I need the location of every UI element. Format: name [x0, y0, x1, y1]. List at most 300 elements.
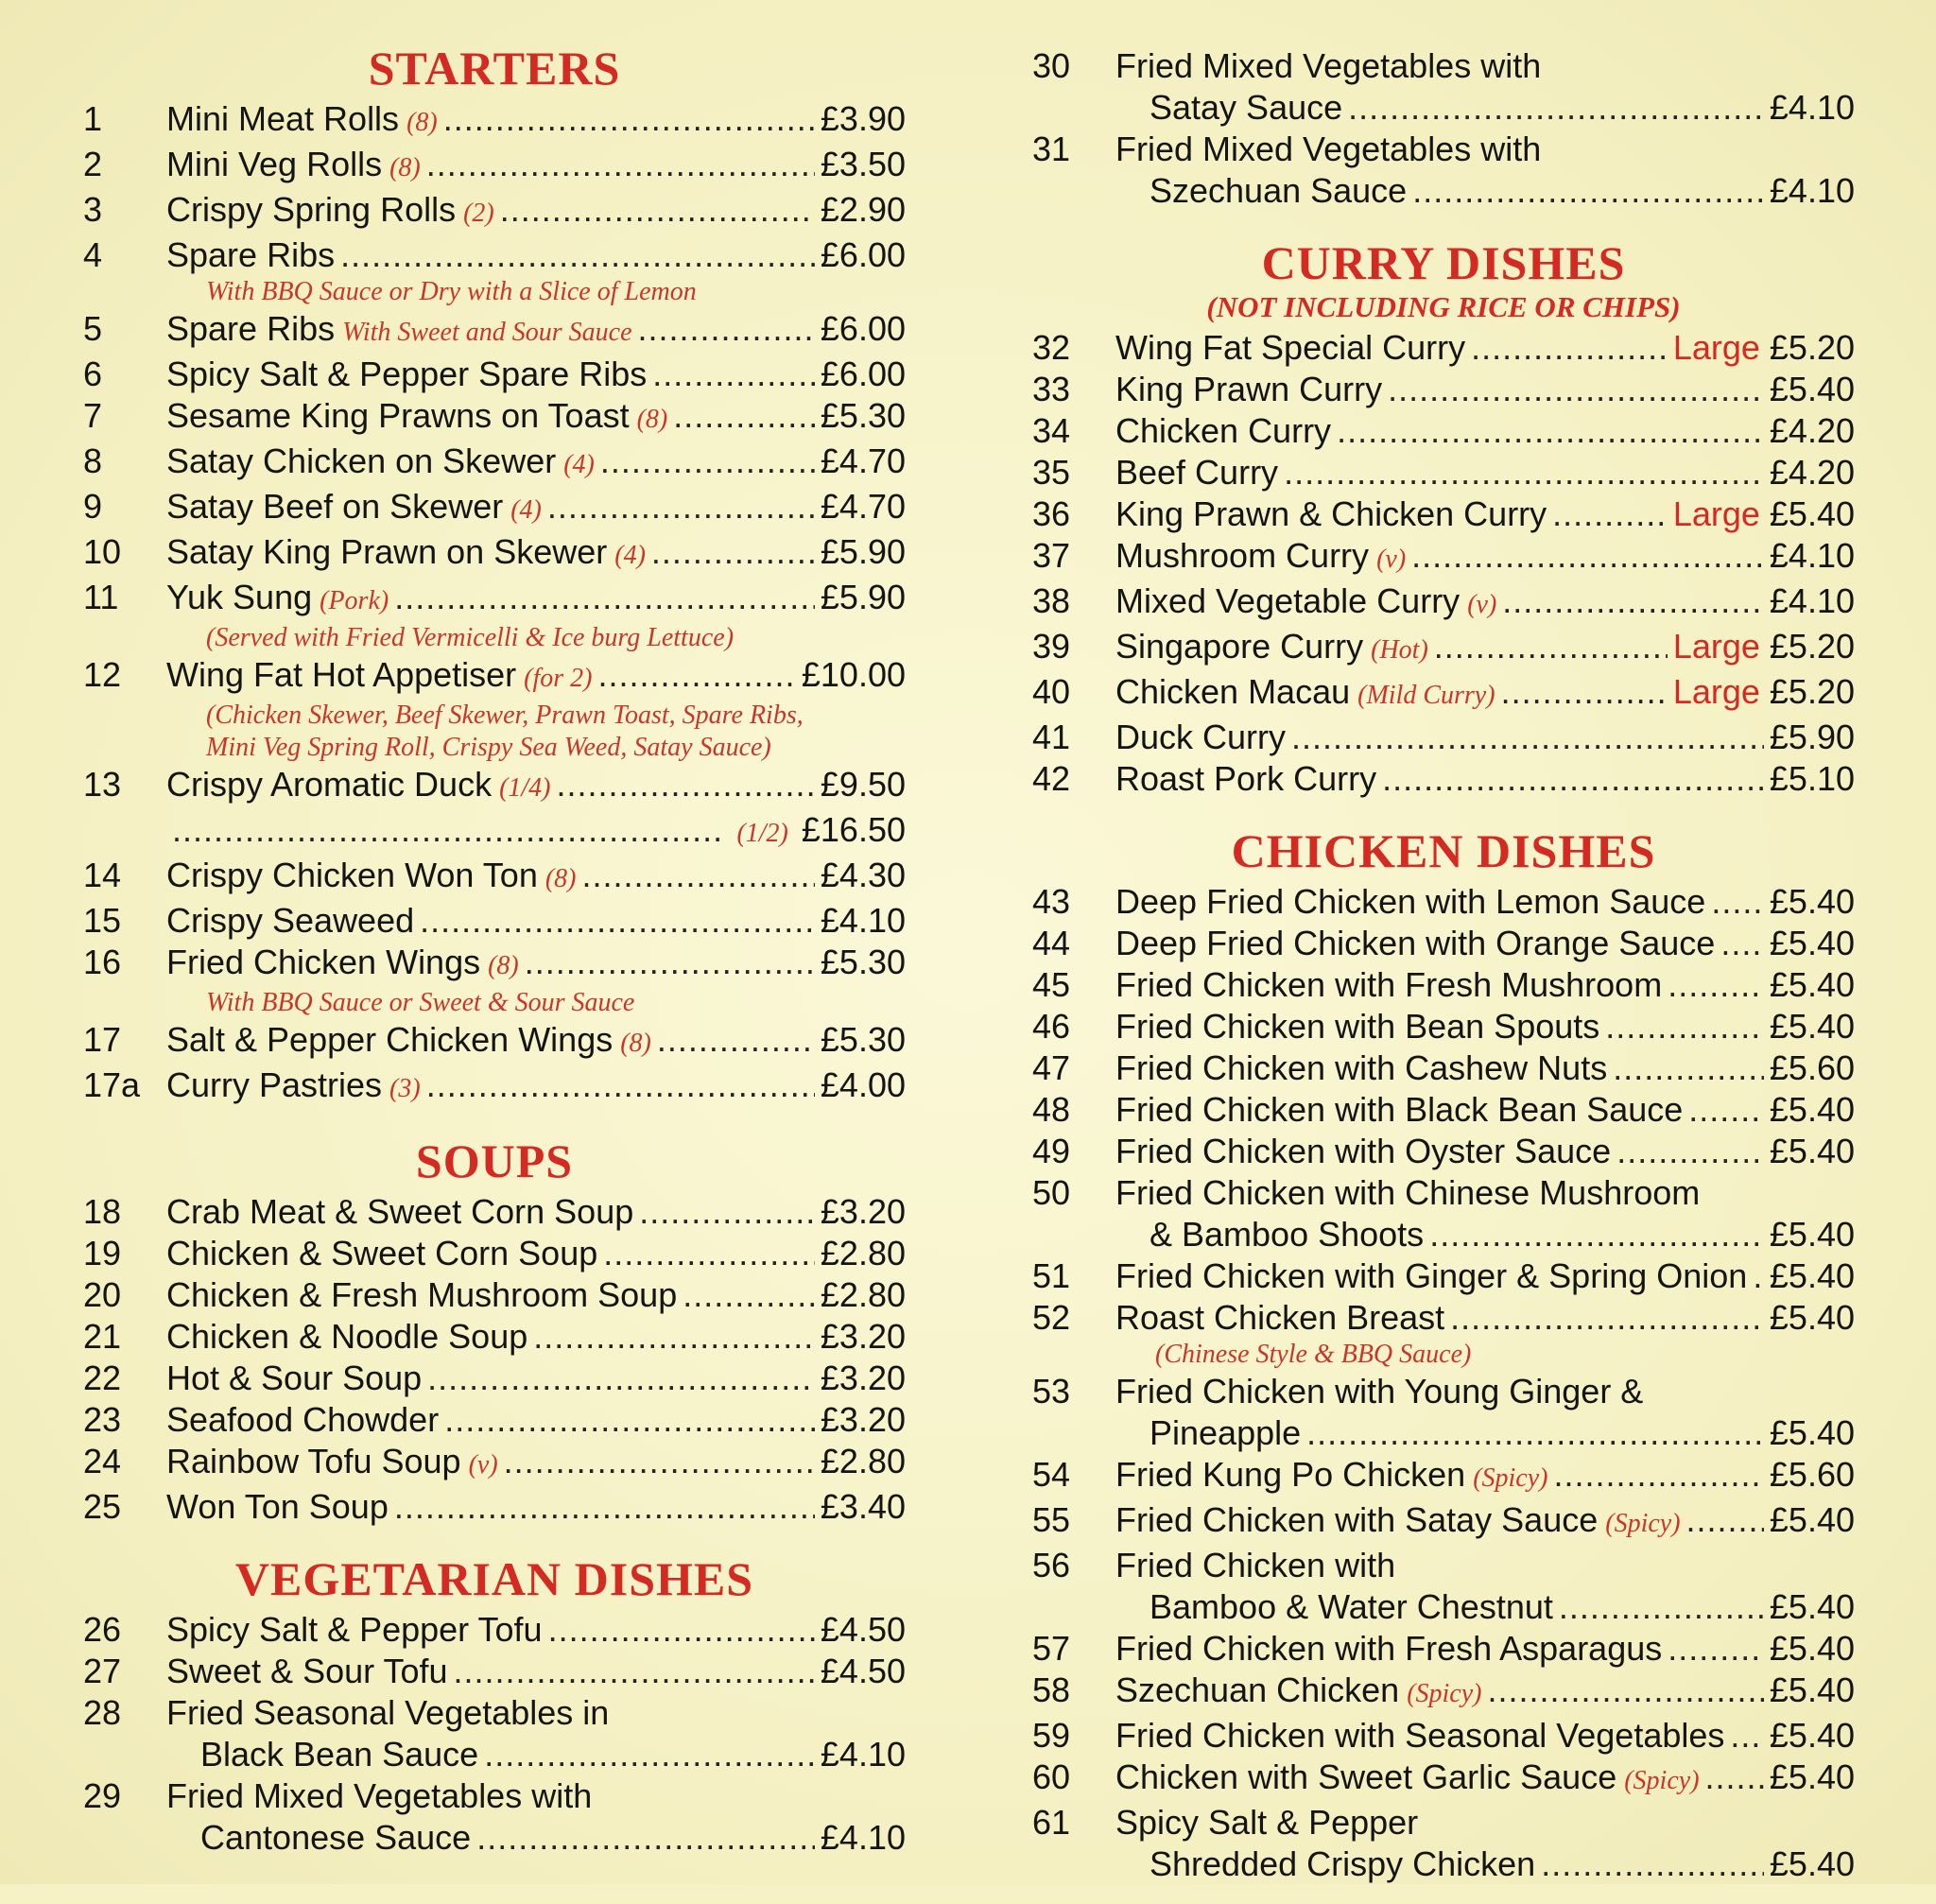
menu-item: [83, 1609, 906, 1651]
menu-item-row: [83, 1651, 906, 1692]
menu-item: [1032, 1047, 1855, 1089]
item-note: (8): [406, 108, 438, 137]
dot-leader: [426, 144, 815, 185]
menu-item-row: [1032, 964, 1855, 1006]
menu-item-row: [1032, 1047, 1855, 1089]
item-number: 38: [1032, 581, 1071, 620]
item-name: Fried Chicken with Fresh Mushroom: [1115, 965, 1663, 1004]
item-note: (4): [614, 541, 646, 570]
dot-leader: [340, 234, 815, 276]
dot-leader: [1382, 758, 1764, 800]
menu-item: [1032, 1545, 1855, 1628]
section-title: STARTERS: [368, 42, 621, 95]
menu-item: [83, 308, 906, 354]
dot-leader: [600, 441, 815, 482]
item-name: Chicken & Fresh Mushroom Soup: [166, 1275, 678, 1314]
item-number: 26: [83, 1610, 122, 1649]
item-number: 24: [83, 1442, 122, 1480]
item-price: £3.40: [820, 1487, 906, 1526]
item-name: Deep Fried Chicken with Orange Sauce: [1115, 924, 1716, 962]
item-price: £4.50: [820, 1652, 906, 1690]
item-name-continued: Shredded Crispy Chicken: [1150, 1844, 1536, 1883]
menu-item: [83, 189, 906, 234]
menu-item: [1032, 626, 1855, 671]
menu-item-row: [1032, 1670, 1855, 1715]
dot-leader: [1616, 1131, 1764, 1172]
item-size: Large: [1672, 328, 1760, 367]
item-name: Fried Seasonal Vegetables in: [166, 1693, 610, 1732]
dot-leader: [1613, 1047, 1764, 1089]
item-price: £5.60: [1769, 1455, 1855, 1494]
item-price: £2.80: [820, 1275, 906, 1314]
menu-item-row: [1032, 1757, 1855, 1802]
item-price: £5.90: [1769, 718, 1855, 756]
dot-leader: [638, 308, 815, 350]
menu-item-row: [83, 1692, 906, 1734]
item-note: (Pork): [320, 586, 389, 615]
item-note: (Spicy): [1473, 1463, 1548, 1493]
menu-item: [1032, 1802, 1855, 1885]
item-number: 60: [1032, 1757, 1071, 1796]
item-name: Salt & Pepper Chicken Wings: [166, 1020, 614, 1059]
dot-leader: [639, 1191, 815, 1233]
item-number: 17: [83, 1020, 122, 1059]
menu-item: [83, 1651, 906, 1692]
item-name: Fried Chicken with Black Bean Sauce: [1115, 1090, 1684, 1129]
menu-item: [1032, 1757, 1855, 1802]
item-price: £4.10: [1769, 581, 1855, 620]
item-number: 49: [1032, 1132, 1071, 1170]
menu-item-continuation: [83, 1817, 906, 1859]
item-price: £5.40: [1769, 1298, 1855, 1337]
menu-item-row: [83, 234, 906, 276]
dot-leader: [1711, 881, 1764, 923]
item-number: 22: [83, 1359, 122, 1397]
dot-leader: [500, 189, 815, 231]
item-price: £3.90: [820, 99, 906, 138]
item-name: Deep Fried Chicken with Lemon Sauce: [1115, 882, 1706, 921]
menu-item-row: [83, 441, 906, 486]
dot-leader: [1306, 1412, 1764, 1454]
item-price: £3.20: [820, 1400, 906, 1439]
item-note: (1/4): [499, 773, 551, 803]
item-number: 7: [83, 396, 103, 435]
menu-item-row: [1032, 758, 1855, 800]
item-price: £4.10: [820, 1818, 906, 1857]
item-note: (Mild Curry): [1357, 681, 1495, 710]
dot-leader: [1284, 452, 1764, 493]
item-description: (Served with Fried Vermicelli & Ice burg Lettuce): [206, 623, 735, 652]
item-name: Beef Curry: [1115, 453, 1279, 492]
item-name: Curry Pastries: [166, 1065, 383, 1104]
menu-list: [83, 1609, 906, 1859]
menu-item-row: [1032, 717, 1855, 758]
menu-item: [1032, 535, 1855, 580]
dot-leader: [444, 1399, 815, 1441]
dot-leader: [652, 354, 815, 395]
menu-list: [1032, 45, 1855, 212]
menu-item: [83, 1274, 906, 1316]
dot-leader: [525, 942, 815, 983]
menu-item-row: [83, 1358, 906, 1399]
item-note: (2): [463, 199, 494, 228]
item-note: (Hot): [1371, 635, 1428, 665]
menu-item-row: [1032, 1006, 1855, 1047]
item-name: Fried Chicken with Cashew Nuts: [1115, 1048, 1608, 1087]
item-name: Wing Fat Hot Appetiser: [166, 655, 517, 694]
item-note: (1/2): [736, 819, 788, 848]
dot-leader: [427, 1358, 815, 1399]
item-name: Roast Pork Curry: [1115, 759, 1377, 798]
menu-item-continuation: [1032, 170, 1855, 212]
menu-item: [1032, 1255, 1855, 1297]
item-name: Fried Chicken with Bean Spouts: [1115, 1007, 1600, 1046]
item-number: 32: [1032, 328, 1071, 367]
menu-item-row: [83, 1233, 906, 1274]
item-price: £5.40: [1769, 965, 1855, 1004]
item-name: Fried Chicken with Oyster Sauce: [1115, 1132, 1612, 1170]
item-name: Sesame King Prawns on Toast: [166, 396, 630, 435]
menu-item-row: [83, 1274, 906, 1316]
item-name: Won Ton Soup: [166, 1487, 389, 1526]
menu-item: [83, 1399, 906, 1441]
dot-leader: [1291, 717, 1764, 758]
menu-item: [83, 1358, 906, 1399]
item-name: Fried Mixed Vegetables with: [166, 1776, 593, 1815]
item-note: (8): [544, 864, 577, 893]
item-price: £4.10: [1769, 536, 1855, 575]
item-price: £4.70: [820, 441, 906, 480]
menu-item: [83, 1486, 906, 1528]
menu-item-row: [83, 1019, 906, 1065]
menu-item: [83, 1441, 906, 1486]
item-price: £5.90: [820, 532, 906, 571]
menu-item-continuation: [1032, 1214, 1855, 1255]
item-number: 40: [1032, 672, 1071, 711]
item-price: £3.20: [820, 1359, 906, 1397]
item-name: Fried Chicken Wings: [166, 943, 481, 981]
item-name: Yuk Sung: [166, 578, 313, 616]
item-number: 34: [1032, 411, 1071, 450]
dot-leader: [683, 1274, 815, 1316]
menu-item: [83, 1191, 906, 1233]
dot-leader: [443, 98, 815, 140]
item-note: (v): [1376, 545, 1407, 574]
item-description: (Chinese Style & BBQ Sauce): [1155, 1340, 1472, 1369]
dot-leader: [1429, 1214, 1764, 1255]
menu-item-continuation: [1032, 1412, 1855, 1454]
menu-item: [1032, 1454, 1855, 1499]
item-name-continued: Satay Sauce: [1150, 88, 1343, 127]
item-name: Duck Curry: [1115, 718, 1287, 756]
menu-item: [83, 1233, 906, 1274]
item-size: Large: [1672, 672, 1760, 711]
menu-item-row: [1032, 1131, 1855, 1172]
item-price: £5.30: [820, 1020, 906, 1059]
dot-leader: [1487, 1670, 1763, 1711]
left-column: [83, 42, 906, 1878]
menu-item: [1032, 1715, 1855, 1757]
item-price: £3.20: [820, 1192, 906, 1231]
item-number: 41: [1032, 718, 1071, 756]
menu-item-row: [1032, 1628, 1855, 1670]
menu-item: [83, 395, 906, 441]
vegetarian-section: [83, 1552, 906, 1859]
item-note: (8): [389, 153, 421, 182]
menu-item: [1032, 1371, 1855, 1454]
menu-item: [83, 1316, 906, 1358]
item-number: 13: [83, 765, 122, 804]
item-name: Crab Meat & Sweet Corn Soup: [166, 1192, 634, 1231]
item-price: £5.40: [1769, 1629, 1855, 1668]
item-price: £4.10: [820, 901, 906, 940]
item-number: 28: [83, 1693, 122, 1732]
dot-leader: [476, 1817, 815, 1859]
menu-item-row: [83, 654, 906, 700]
menu-item-row: [1032, 1802, 1855, 1843]
item-name: Chicken Macau: [1115, 672, 1351, 711]
item-price: £3.50: [820, 145, 906, 183]
menu-item-row: [1032, 369, 1855, 410]
item-name: Sweet & Sour Tofu: [166, 1652, 448, 1690]
item-note: With Sweet and Sour Sauce: [342, 318, 632, 347]
item-number: 11: [83, 578, 119, 616]
menu-item: [1032, 1131, 1855, 1172]
dot-leader: [1753, 1255, 1764, 1297]
dot-leader: [557, 764, 815, 805]
item-number: 10: [83, 532, 122, 571]
dot-leader: [1434, 626, 1668, 667]
item-price: £2.90: [820, 190, 906, 229]
dot-leader: [582, 855, 815, 896]
item-number: 6: [83, 355, 103, 393]
menu-item-row: [83, 1316, 906, 1358]
dot-leader: [1348, 87, 1764, 129]
dot-leader: [1450, 1297, 1764, 1339]
item-note: (4): [563, 450, 595, 479]
item-price: £5.40: [1769, 1757, 1855, 1796]
item-name-continued: Bamboo & Water Chestnut: [1150, 1587, 1553, 1626]
dot-leader: [426, 1065, 815, 1106]
menu-item-row: [83, 1486, 906, 1528]
item-number: 59: [1032, 1716, 1071, 1755]
menu-item-row: [83, 354, 906, 395]
menu-item: [1032, 1172, 1855, 1255]
dot-leader: [548, 1609, 815, 1651]
menu-item-continuation: [1032, 87, 1855, 129]
item-price: £5.40: [1769, 1132, 1855, 1170]
item-number: 3: [83, 190, 103, 229]
dot-leader: [1541, 1843, 1764, 1885]
dot-leader: [1559, 1586, 1764, 1628]
item-price: £5.40: [1769, 1256, 1855, 1295]
item-number: 48: [1032, 1090, 1071, 1129]
menu-list: [1032, 881, 1855, 1885]
item-number: 39: [1032, 627, 1071, 666]
item-note: (Spicy): [1605, 1509, 1681, 1538]
item-description: With BBQ Sauce or Dry with a Slice of Lemon: [206, 277, 697, 306]
section-title: CHICKEN DISHES: [1231, 824, 1656, 877]
menu-item-row: [1032, 1715, 1855, 1757]
dot-leader: [1668, 964, 1764, 1006]
item-price: £4.00: [820, 1065, 906, 1104]
item-number: 45: [1032, 965, 1071, 1004]
menu-item-row: [1032, 1297, 1855, 1339]
item-name: Seafood Chowder: [166, 1400, 440, 1439]
menu-item: [83, 98, 906, 144]
menu-item: [83, 1019, 906, 1065]
item-number: 30: [1032, 46, 1071, 85]
menu-list: [1032, 327, 1855, 800]
menu-item-row: [83, 189, 906, 234]
item-name: Rainbow Tofu Soup: [166, 1442, 461, 1480]
menu-item-row: [83, 1609, 906, 1651]
item-price: £5.20: [1769, 627, 1855, 666]
item-size: Large: [1672, 494, 1760, 533]
menu-item: [1032, 1297, 1855, 1371]
menu-list: [83, 98, 906, 1110]
item-number: 15: [83, 901, 122, 940]
item-name: Crispy Chicken Won Ton: [166, 856, 538, 894]
item-name: Mini Veg Rolls: [166, 145, 383, 183]
dot-leader: [1688, 1089, 1764, 1131]
menu-item: [1032, 493, 1855, 535]
menu-item-row: [83, 1065, 906, 1110]
item-name: Szechuan Chicken: [1115, 1670, 1400, 1709]
item-price: £5.40: [1769, 1090, 1855, 1129]
item-name: Mushroom Curry: [1115, 536, 1370, 575]
item-number: 8: [83, 441, 103, 480]
item-price: £5.30: [820, 396, 906, 435]
menu-item-row: [83, 98, 906, 144]
item-price: £4.20: [1769, 453, 1855, 492]
menu-item-row: [1032, 1454, 1855, 1499]
item-number: 53: [1032, 1372, 1071, 1411]
dot-leader: [1605, 1006, 1764, 1047]
item-note: (Spicy): [1624, 1766, 1700, 1795]
dot-leader: [1686, 1499, 1764, 1541]
menu-item-row: [83, 531, 906, 577]
menu-item: [83, 144, 906, 189]
dot-leader: [651, 531, 815, 573]
menu-item: [83, 855, 906, 900]
item-price: £6.00: [820, 309, 906, 348]
item-name: Hot & Sour Soup: [166, 1359, 423, 1397]
dot-leader: [1502, 580, 1764, 622]
item-price: £6.00: [820, 235, 906, 274]
menu-item-row: [1032, 1371, 1855, 1412]
menu-item: [1032, 327, 1855, 369]
item-name-continued: Szechuan Sauce: [1150, 171, 1408, 210]
menu-item: [1032, 964, 1855, 1006]
item-name: Mixed Vegetable Curry: [1115, 581, 1461, 620]
item-number: 25: [83, 1487, 122, 1526]
chicken-section: [1032, 824, 1855, 1885]
item-number: 50: [1032, 1173, 1071, 1212]
item-name: Chicken & Sweet Corn Soup: [166, 1234, 598, 1272]
item-number: 21: [83, 1317, 122, 1356]
item-price: £16.50: [801, 810, 906, 849]
item-note: (for 2): [524, 664, 593, 693]
item-number: 19: [83, 1234, 122, 1272]
item-name: Fried Kung Po Chicken: [1115, 1455, 1466, 1494]
item-price: £5.40: [1769, 1716, 1855, 1755]
menu-item: [1032, 1628, 1855, 1670]
item-name: Chicken Curry: [1115, 411, 1332, 450]
item-note: (v): [1467, 590, 1497, 619]
item-number: 5: [83, 309, 103, 348]
item-number: 37: [1032, 536, 1071, 575]
item-number: 14: [83, 856, 122, 894]
section-title: VEGETARIAN DISHES: [234, 1552, 754, 1605]
vegetarian-continued: [1032, 45, 1855, 212]
item-price: £5.40: [1769, 370, 1855, 408]
item-price: £5.10: [1769, 759, 1855, 798]
item-name: Fried Chicken with Fresh Asparagus: [1115, 1629, 1663, 1668]
item-price: £9.50: [820, 765, 906, 804]
dot-leader: [673, 395, 815, 437]
menu-item-extra-portion: [83, 809, 906, 855]
item-name: Satay Beef on Skewer: [166, 487, 504, 526]
menu-item: [1032, 129, 1855, 212]
menu-item-row: [1032, 923, 1855, 964]
item-note: (v): [468, 1450, 498, 1480]
menu-item: [83, 441, 906, 486]
item-price: £5.40: [1769, 1215, 1855, 1254]
dot-leader: [1501, 671, 1668, 713]
item-price: £2.80: [820, 1442, 906, 1480]
item-name: Satay King Prawn on Skewer: [166, 532, 608, 571]
item-number: 47: [1032, 1048, 1071, 1087]
menu-item: [1032, 717, 1855, 758]
menu-item-row: [1032, 45, 1855, 87]
menu-item-continuation: [83, 1734, 906, 1775]
item-price: £3.20: [820, 1317, 906, 1356]
curry-section: [1032, 236, 1855, 800]
menu-item-row: [83, 1191, 906, 1233]
section-subtitle: (NOT INCLUDING RICE OR CHIPS): [1206, 290, 1681, 323]
menu-item: [83, 1065, 906, 1110]
menu-item-row: [83, 1441, 906, 1486]
section-title: SOUPS: [415, 1134, 574, 1187]
item-name: Fried Mixed Vegetables with: [1115, 46, 1542, 85]
menu-item-row: [83, 900, 906, 942]
item-price: £10.00: [801, 655, 906, 694]
dot-leader: [1471, 327, 1668, 369]
item-number: 33: [1032, 370, 1071, 408]
item-number: 12: [83, 655, 122, 694]
menu-item: [1032, 410, 1855, 452]
item-note: (8): [488, 951, 519, 980]
item-number: 1: [83, 99, 103, 138]
item-number: 2: [83, 145, 103, 183]
menu-item: [83, 900, 906, 942]
menu-item-continuation: [1032, 1843, 1855, 1885]
item-price: £5.40: [1769, 1413, 1855, 1452]
menu-item: [1032, 758, 1855, 800]
menu-item: [83, 1775, 906, 1859]
menu-item-row: [83, 486, 906, 531]
item-number: 23: [83, 1400, 122, 1439]
item-price: £5.40: [1769, 882, 1855, 921]
item-name: Wing Fat Special Curry: [1115, 328, 1466, 367]
item-price: £5.60: [1769, 1048, 1855, 1087]
menu-item: [83, 531, 906, 577]
menu-item-row: [1032, 1089, 1855, 1131]
item-price: £5.40: [1769, 1007, 1855, 1046]
item-note: (Spicy): [1407, 1679, 1482, 1708]
item-price: £5.40: [1769, 1587, 1855, 1626]
